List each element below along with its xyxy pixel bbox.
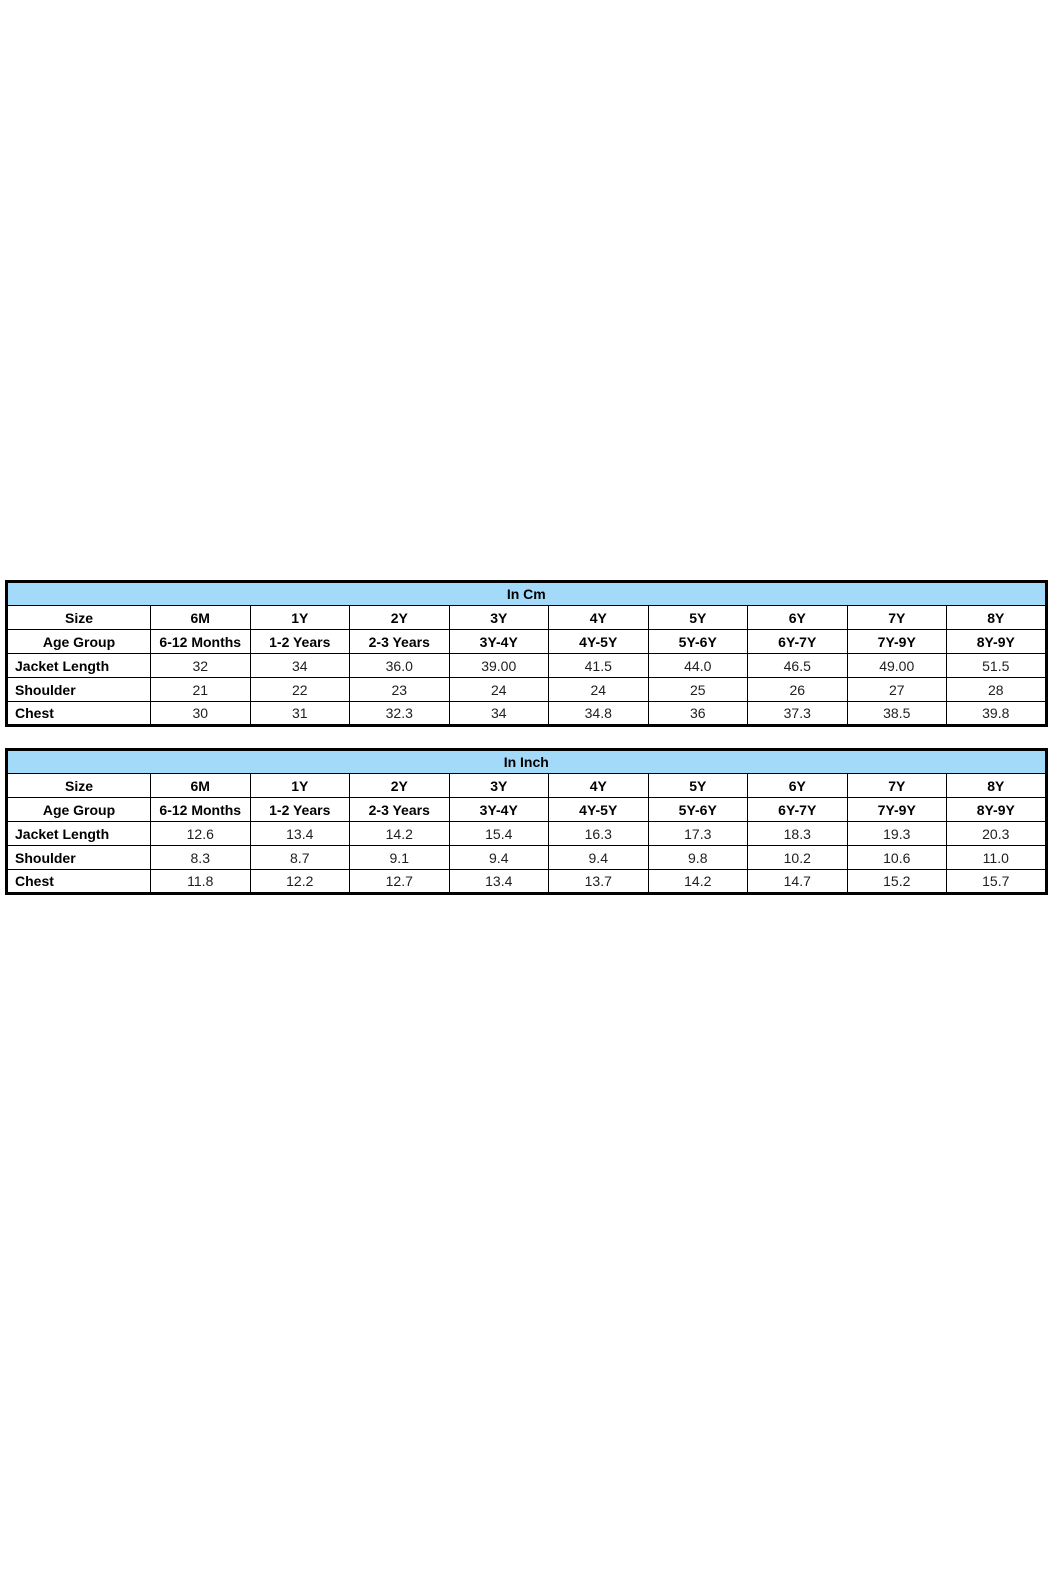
measurement-value-cell: 41.5 [549,654,649,678]
size-header-cell: 1Y [250,606,350,630]
measurement-value-cell: 9.8 [648,846,748,870]
age-group-header-cell: 3Y-4Y [449,630,549,654]
measurement-value-cell: 32 [151,654,251,678]
table-title-row [7,582,1047,606]
age-group-header-cell: 6-12 Months [151,630,251,654]
size-header-cell: 5Y [648,774,748,798]
measurement-value-cell: 24 [549,678,649,702]
measurement-label: Jacket Length [7,654,151,678]
measurement-value-cell: 34 [250,654,350,678]
measurement-label: Chest [7,870,151,894]
size-chart-table-cm [5,580,1048,727]
measurement-value-cell: 11.0 [947,846,1047,870]
measurement-value-cell: 28 [947,678,1047,702]
measurement-value-cell: 46.5 [748,654,848,678]
measurement-label: Shoulder [7,846,151,870]
measurement-value-cell: 26 [748,678,848,702]
measurement-value-cell: 22 [250,678,350,702]
age-group-header-label: Age Group [7,798,151,822]
size-chart-cm-body [7,582,1047,726]
measurement-value-cell: 14.7 [748,870,848,894]
age-group-header-cell: 6-12 Months [151,798,251,822]
size-header-cell: 6Y [748,606,848,630]
age-group-header-row [7,630,1047,654]
age-group-header-cell: 3Y-4Y [449,798,549,822]
age-group-header-cell: 1-2 Years [250,798,350,822]
measurement-value-cell: 18.3 [748,822,848,846]
size-header-cell: 2Y [350,606,450,630]
measurement-value-cell: 11.8 [151,870,251,894]
measurement-row [7,654,1047,678]
size-header-cell: 4Y [549,606,649,630]
age-group-header-cell: 8Y-9Y [947,798,1047,822]
size-header-cell: 6M [151,774,251,798]
size-header-cell: 8Y [947,606,1047,630]
measurement-value-cell: 37.3 [748,702,848,726]
measurement-value-cell: 9.4 [449,846,549,870]
measurement-value-cell: 23 [350,678,450,702]
size-header-cell: 1Y [250,774,350,798]
measurement-value-cell: 15.4 [449,822,549,846]
age-group-header-label: Age Group [7,630,151,654]
size-header-cell: 4Y [549,774,649,798]
measurement-row [7,678,1047,702]
size-header-label: Size [7,606,151,630]
measurement-value-cell: 32.3 [350,702,450,726]
age-group-header-cell: 5Y-6Y [648,798,748,822]
age-group-header-cell: 8Y-9Y [947,630,1047,654]
age-group-header-cell: 7Y-9Y [847,630,947,654]
size-header-cell: 6Y [748,774,848,798]
measurement-row [7,702,1047,726]
measurement-value-cell: 15.7 [947,870,1047,894]
measurement-value-cell: 16.3 [549,822,649,846]
age-group-header-cell: 2-3 Years [350,798,450,822]
age-group-header-row [7,798,1047,822]
size-header-row [7,774,1047,798]
size-chart-inch-body [7,750,1047,894]
measurement-value-cell: 14.2 [648,870,748,894]
measurement-value-cell: 8.3 [151,846,251,870]
measurement-value-cell: 34.8 [549,702,649,726]
measurement-value-cell: 30 [151,702,251,726]
measurement-value-cell: 36 [648,702,748,726]
measurement-value-cell: 8.7 [250,846,350,870]
age-group-header-cell: 1-2 Years [250,630,350,654]
measurement-value-cell: 38.5 [847,702,947,726]
measurement-value-cell: 21 [151,678,251,702]
size-header-cell: 7Y [847,774,947,798]
measurement-value-cell: 20.3 [947,822,1047,846]
measurement-value-cell: 9.1 [350,846,450,870]
size-header-cell: 5Y [648,606,748,630]
age-group-header-cell: 7Y-9Y [847,798,947,822]
measurement-value-cell: 17.3 [648,822,748,846]
measurement-label: Shoulder [7,678,151,702]
measurement-value-cell: 24 [449,678,549,702]
table-title: In Cm [7,582,1047,606]
measurement-value-cell: 15.2 [847,870,947,894]
size-header-cell: 3Y [449,774,549,798]
size-chart-table-inch [5,748,1048,895]
measurement-row [7,870,1047,894]
measurement-value-cell: 13.4 [250,822,350,846]
measurement-value-cell: 14.2 [350,822,450,846]
size-header-row [7,606,1047,630]
measurement-value-cell: 13.4 [449,870,549,894]
measurement-value-cell: 44.0 [648,654,748,678]
measurement-value-cell: 12.7 [350,870,450,894]
measurement-value-cell: 49.00 [847,654,947,678]
age-group-header-cell: 4Y-5Y [549,798,649,822]
table-title-row [7,750,1047,774]
size-header-label: Size [7,774,151,798]
age-group-header-cell: 2-3 Years [350,630,450,654]
size-header-cell: 7Y [847,606,947,630]
measurement-value-cell: 13.7 [549,870,649,894]
age-group-header-cell: 6Y-7Y [748,630,848,654]
measurement-value-cell: 34 [449,702,549,726]
table-title: In Inch [7,750,1047,774]
measurement-value-cell: 19.3 [847,822,947,846]
size-header-cell: 3Y [449,606,549,630]
measurement-value-cell: 25 [648,678,748,702]
measurement-value-cell: 9.4 [549,846,649,870]
measurement-row [7,846,1047,870]
measurement-row [7,822,1047,846]
measurement-value-cell: 39.8 [947,702,1047,726]
age-group-header-cell: 5Y-6Y [648,630,748,654]
measurement-value-cell: 10.2 [748,846,848,870]
size-header-cell: 2Y [350,774,450,798]
age-group-header-cell: 4Y-5Y [549,630,649,654]
measurement-value-cell: 12.2 [250,870,350,894]
measurement-label: Jacket Length [7,822,151,846]
measurement-value-cell: 36.0 [350,654,450,678]
measurement-value-cell: 27 [847,678,947,702]
age-group-header-cell: 6Y-7Y [748,798,848,822]
measurement-label: Chest [7,702,151,726]
measurement-value-cell: 31 [250,702,350,726]
measurement-value-cell: 39.00 [449,654,549,678]
measurement-value-cell: 12.6 [151,822,251,846]
measurement-value-cell: 51.5 [947,654,1047,678]
measurement-value-cell: 10.6 [847,846,947,870]
size-header-cell: 8Y [947,774,1047,798]
size-header-cell: 6M [151,606,251,630]
